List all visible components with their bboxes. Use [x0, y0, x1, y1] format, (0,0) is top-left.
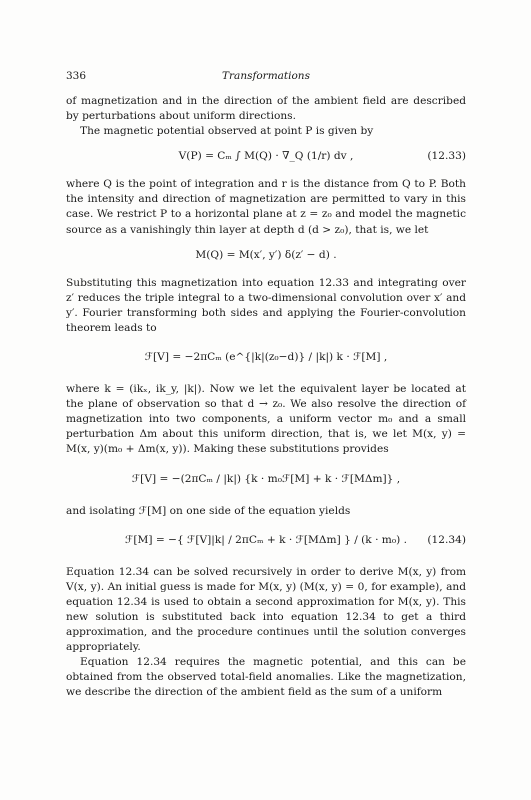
equation-number: (12.33): [427, 150, 466, 163]
equation-fourier: [66, 340, 466, 378]
equation-magnetization: [66, 242, 466, 272]
equation-12-33: [66, 143, 466, 173]
page-number: 336: [66, 70, 87, 82]
body-text: [66, 94, 466, 700]
paragraph: of magnetization and in the direction of the ambient field are described by perturbations about uniform directions.: [66, 95, 466, 123]
paragraph: where k = (ikₓ, ik_y, |k|). Now we let the equivalent layer be located at the plane of observation so that d → z₀. We also resolve the direction of magnetization into two components, a uniform vector m₀ and a small perturbation Δm about this uniform direction, that is, we let M(x, y) = M(x, y)(m₀ + Δm(x, y)). Making these substitutions provides: [66, 383, 466, 456]
equation-body: ℱ[M] = −{ ℱ[V]|k| / 2πCₘ + k · ℱ[MΔm] } / (k · m₀) .: [125, 533, 407, 546]
equation-body: ℱ[V] = −2πCₘ (e^{|k|(z₀−d)} / |k|) k · ℱ[M] ,: [144, 351, 388, 364]
paragraph: where Q is the point of integration and r is the distance from Q to P. Both the intensity and direction of magnetization are permitted to vary in this case. We restrict P to a horizontal plane at z = z₀ and model the magnetic source as a vanishingly thin layer at depth d (d > z₀), that is, we let: [66, 178, 466, 236]
equation-body: ℱ[V] = −(2πCₘ / |k|) {k · m₀ℱ[M] + k · ℱ[MΔm]} ,: [131, 472, 401, 485]
running-title: Transformations: [222, 70, 310, 82]
paragraph: Equation 12.34 can be solved recursively in order to derive M(x, y) from V(x, y). An initial guess is made for M(x, y) (M(x, y) = 0, for example), and equation 12.34 is used to obtain a second approximation for M(x, y). This new solution is substituted back into equation 12.34 to get a third approximation, and the procedure continues until the solution converges appropriately.: [66, 565, 466, 654]
equation-body: M(Q) = M(x′, y′) δ(z′ − d) .: [195, 248, 337, 261]
paragraph: Substituting this magnetization into equation 12.33 and integrating over z′ reduces the triple integral to a two-dimensional convolution over x′ and y′. Fourier transforming both sides and applying the Fourier-convolution theorem leads to: [66, 276, 466, 334]
equation-12-34: [66, 523, 466, 561]
equation-body: V(P) = Cₘ ∫ M(Q) · ∇_Q (1/r) dv ,: [178, 150, 354, 163]
equation-number: (12.34): [427, 533, 466, 546]
equation-substitution: [66, 462, 466, 500]
paragraph: The magnetic potential observed at point P is given by: [80, 125, 374, 138]
paragraph: Equation 12.34 requires the magnetic potential, and this can be obtained from the observed total-field anomalies. Like the magnetization, we describe the direction of the ambient field as the sum of a uniform: [66, 656, 466, 699]
paragraph: and isolating ℱ[M] on one side of the equation yields: [66, 504, 351, 517]
page-header: [66, 70, 466, 84]
